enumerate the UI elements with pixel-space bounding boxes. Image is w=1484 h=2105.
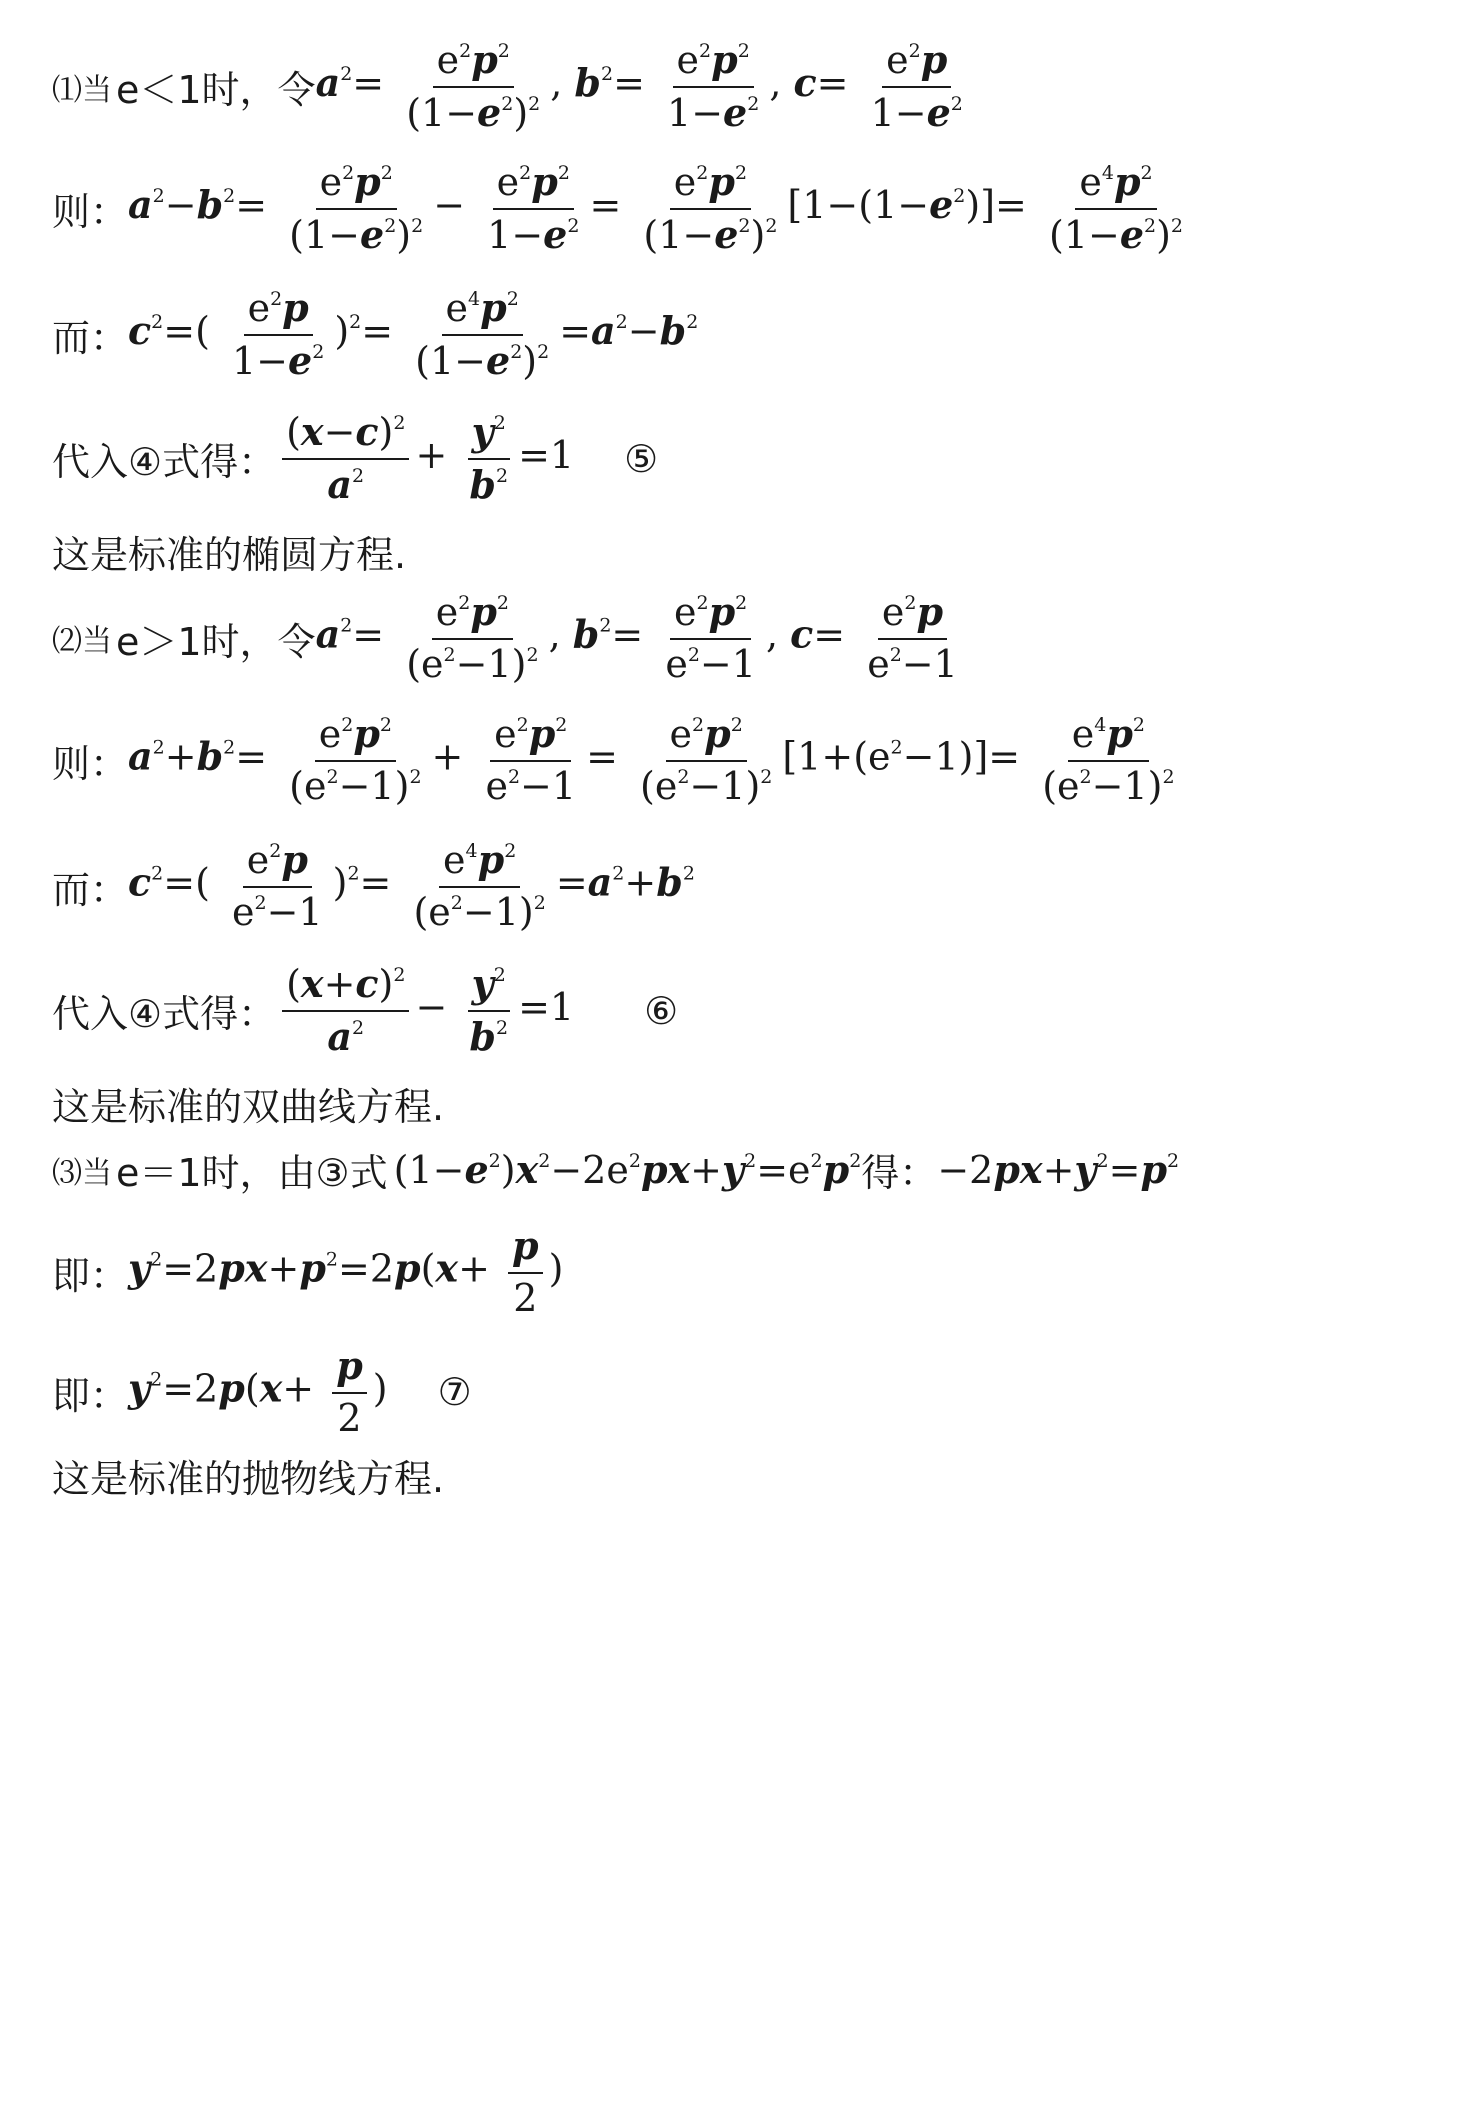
formula-c2-hyperbola: $c^2=$( $\frac{e^2p}{e^2-1}$ )$^2$= $\frac{e^4p^2}{(e^2-1)^2}$ $=a^2+b^2$ — [128, 837, 695, 934]
formula-hyperbola-equation: $\frac{(x+c)^2}{a^2}$ − $\frac{y^2}{b^2}$ =1 — [276, 962, 574, 1059]
condition-e-less-1: e＜1时，令 — [116, 68, 316, 113]
formula-eq3: $(1-e^2)x^2-2e^2px+y^2=e^2p^2$ — [393, 1147, 862, 1192]
line-a2-minus-b2 — [52, 160, 1193, 257]
prefix-ji-2: 即： — [52, 1373, 129, 1418]
equation-marker-5: ⑤ — [624, 436, 659, 481]
prefix-substitute-2: 代入④式得： — [52, 992, 277, 1037]
line-c2-ellipse — [52, 286, 698, 383]
prefix-er-2: 而： — [52, 867, 129, 912]
line-hyperbola-definitions — [52, 590, 968, 686]
hyperbola-conclusion: 这是标准的双曲线方程. — [52, 1085, 445, 1129]
line-ellipse-definitions — [52, 38, 973, 135]
line-hyperbola-equation — [52, 962, 678, 1059]
equation-marker-7: ⑦ — [437, 1370, 472, 1415]
formula-ellipse-defs: $a^2=$ $\frac{e^2p^2}{(1-e^2)^2}$ , $b^2=$ $\frac{e^2p^2}{1-e^2}$ , c= $\frac{e^2p}{1-e^2}$ — [315, 37, 963, 135]
formula-a2-plus-b2: $a^2+b^2=$ $\frac{e^2p^2}{(e^2-1)^2}$ + $\frac{e^2p^2}{e^2-1}$ = $\frac{e^2p^2}{(e^2-1)^2}$ $[1+(e^2-1)]=$ $\frac{e^4p^2}{(e^2-1)^2}$ — [128, 711, 1175, 808]
equation-marker-6: ⑥ — [644, 988, 679, 1033]
prefix-substitute: 代入④式得： — [52, 440, 277, 485]
formula-parabola-equation: $y^2=2p(x+$ $\frac{p}{2}$ ) — [128, 1343, 388, 1440]
item-marker-3: ⑶当 — [52, 1155, 112, 1191]
prefix-ze-2: 则： — [52, 741, 129, 786]
prefix-ze: 则： — [52, 190, 129, 235]
line-ellipse-conclusion — [52, 524, 406, 579]
item-marker-1: ⑴当 — [52, 72, 112, 108]
parabola-conclusion: 这是标准的抛物线方程. — [52, 1457, 445, 1501]
formula-eq3-result: $-2px+y^2=p^2$ — [937, 1147, 1180, 1192]
item-marker-2: ⑵当 — [52, 624, 112, 660]
condition-e-equals-1: e＝1时，由③式 — [116, 1151, 388, 1195]
formula-a2-minus-b2: $a^2-b^2=$ $\frac{e^2p^2}{(1-e^2)^2}$ − $\frac{e^2p^2}{1-e^2}$ = $\frac{e^2p^2}{(1-e^2)^2}$ $[1-(1-e^2)]=$ $\frac{e^4p^2}{(1-e^2)^2}$ — [128, 159, 1184, 257]
prefix-ji: 即： — [52, 1253, 129, 1298]
line-a2-plus-b2 — [52, 712, 1185, 808]
line-parabola-equation — [52, 1344, 472, 1440]
line-hyperbola-conclusion — [52, 1076, 444, 1131]
line-parabola-case — [52, 1142, 1179, 1197]
formula-hyperbola-defs: $a^2=$ $\frac{e^2p^2}{(e^2-1)^2}$ , $b^2=$ $\frac{e^2p^2}{e^2-1}$ , c= $\frac{e^2p}{e^2-1}$ — [315, 589, 958, 686]
line-ellipse-equation — [52, 410, 658, 507]
line-parabola-step — [52, 1224, 563, 1320]
condition-e-greater-1: e＞1时，令 — [116, 619, 316, 664]
formula-parabola-step: $y^2=2px+p^2=2p(x+$ $\frac{p}{2}$ ) — [128, 1223, 564, 1320]
line-parabola-conclusion — [52, 1448, 444, 1503]
formula-ellipse-equation: $\frac{(x-c)^2}{a^2}$ + $\frac{y^2}{b^2}$ =1 — [276, 410, 574, 507]
line-c2-hyperbola — [52, 838, 695, 934]
formula-c2-ellipse: $c^2=$( $\frac{e^2p}{1-e^2}$ )$^2$= $\frac{e^4p^2}{(1-e^2)^2}$ $=a^2-b^2$ — [128, 285, 699, 383]
ellipse-conclusion: 这是标准的椭圆方程. — [52, 533, 407, 577]
word-de: 得： — [861, 1151, 938, 1195]
prefix-er: 而： — [52, 316, 129, 361]
